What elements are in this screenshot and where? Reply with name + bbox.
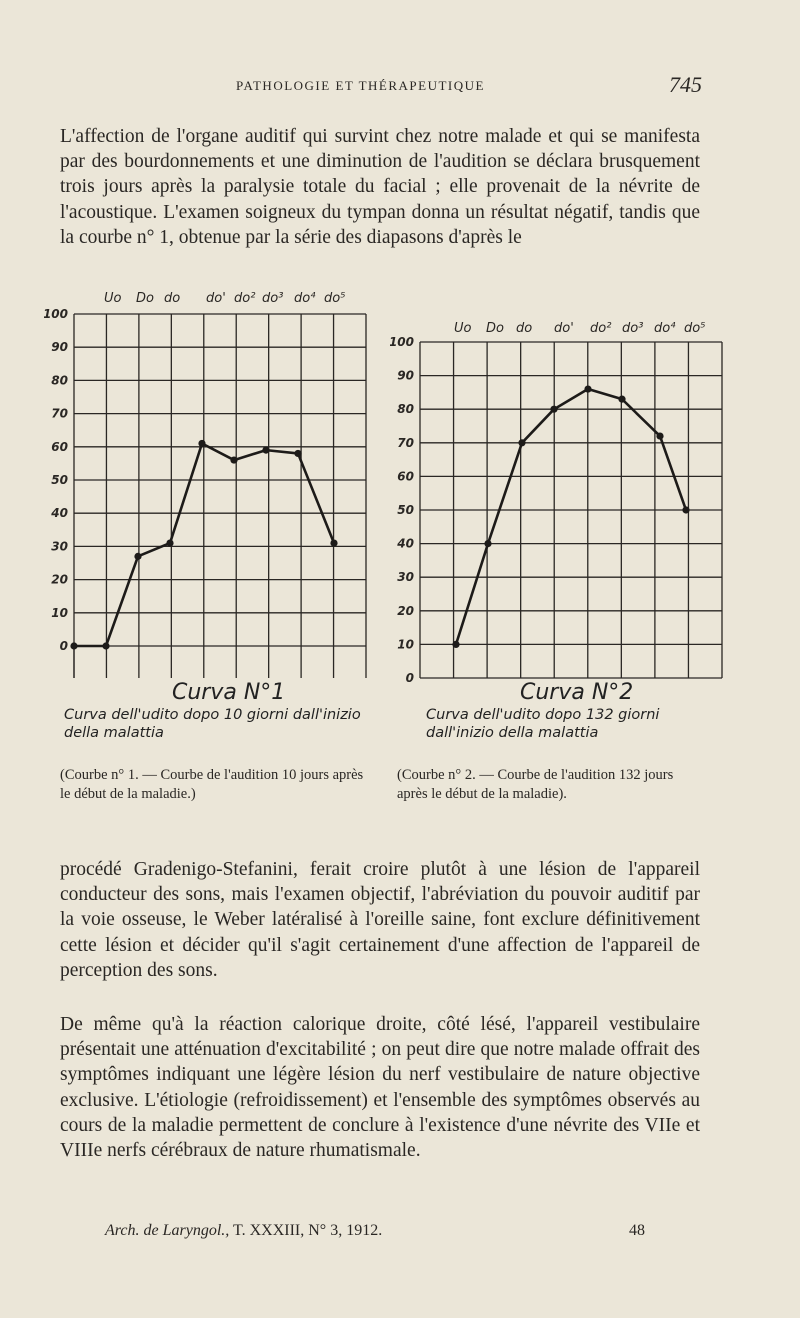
chart-2-subtitle: Curva dell'udito dopo 132 giorni dall'inizio della malattia xyxy=(426,707,660,741)
chart-2-category-label: do' xyxy=(554,321,574,336)
chart-2-category-label: Do xyxy=(486,321,504,336)
chart-2-data-point xyxy=(550,406,557,413)
chart-1-ytick-label: 60 xyxy=(51,439,68,454)
running-head-title: PATHOLOGIE ET THÉRAPEUTIQUE xyxy=(236,78,485,93)
chart-1-ytick-label: 10 xyxy=(51,605,68,620)
paragraph-1: L'affection de l'organe auditif qui survint chez notre malade et qui se manifesta par des bourdonnements et une diminution de l'audition se déclara brusquement trois jours après la paralysie totale du facial ; elle provenait de la névrite de l'acoustique. L'examen soigneux du tympan donna un résultat négatif, tandis que la courbe n° 1, obtenue par la série des diapasons d'après le xyxy=(60,126,700,248)
chart-1-category-label: Do xyxy=(136,291,154,306)
chart-1-data-point xyxy=(294,450,301,457)
page-number: 745 xyxy=(669,72,702,97)
chart-2-ytick-label: 60 xyxy=(397,469,414,484)
chart-2-caption: (Courbe n° 2. — Courbe de l'audition 132 jours après le début de la maladie). xyxy=(397,767,674,802)
chart-1-category-label: do⁵ xyxy=(324,291,346,306)
chart-1-data-point xyxy=(166,539,173,546)
chart-curva-2 xyxy=(390,312,735,752)
chart-1-data-point xyxy=(262,447,269,454)
chart-1-subtitle: Curva dell'udito dopo 10 giorni dall'inizio della malattia xyxy=(64,707,361,741)
chart-curva-1 xyxy=(44,282,374,741)
chart-1-title: Curva N°1 xyxy=(172,680,286,705)
footer-volume: T. XXXIII, N° 3, 1912. xyxy=(233,1222,383,1239)
chart-1-category-label: do' xyxy=(206,291,226,306)
chart-1-ytick-label: 80 xyxy=(51,373,68,388)
chart-1-category-label: do³ xyxy=(262,291,284,306)
chart-2-ytick-label: 30 xyxy=(397,570,414,585)
chart-1-data-point xyxy=(70,642,77,649)
chart-1-ytick-label: 90 xyxy=(51,340,68,355)
chart-2-category-label: do⁴ xyxy=(654,321,676,336)
chart-1-svg xyxy=(44,282,374,682)
chart-1-ytick-label: 0 xyxy=(59,639,68,653)
chart-1-category-label: do⁴ xyxy=(294,291,316,306)
chart-1-category-label: do² xyxy=(234,291,256,306)
chart-2-data-point xyxy=(518,439,525,446)
chart-2-ytick-label: 50 xyxy=(397,503,414,517)
chart-2-data-point xyxy=(682,506,689,513)
chart-2-category-label: Uo xyxy=(454,321,472,336)
chart-2-data-point xyxy=(656,432,663,439)
page-footer xyxy=(105,1222,645,1248)
chart-2-data-point xyxy=(484,540,491,547)
paragraph-3: De même qu'à la réaction calorique droite, côté lésé, l'appareil vestibulaire présentait une atténuation d'excitabilité ; on peut dire que notre malade offrait des symptômes indiquant une légère lésion du nerf vestibulaire de nature objective exclusive. L'étiologie (refroidissement) et l'ensemble des symptômes observés au cours de la maladie permettent de conclure à l'existence d'une névrite des VIIe et VIIIe nerfs cérébraux de nature rhumatismale. xyxy=(60,1014,700,1162)
footer-sheet-number: 48 xyxy=(629,1222,645,1239)
chart-2-ytick-label: 70 xyxy=(397,435,414,450)
chart-2-ytick-label: 90 xyxy=(397,368,414,383)
chart-2-data-point xyxy=(618,396,625,403)
chart-1-ytick-label: 50 xyxy=(51,473,68,487)
paragraph-2: procédé Gradenigo-Stefanini, ferait croire plutôt à une lésion de l'appareil conducteur des sons, mais l'examen objectif, l'abréviation du pouvoir auditif par la voie osseuse, le Weber latéralisé à l'oreille saine, font exclure définitivement cette lésion et décider qu'il s'agit certainement d'une affection de l'appareil de perception des sons. xyxy=(60,859,700,981)
chart-2-series-line xyxy=(456,389,686,644)
chart-2-category-label: do² xyxy=(590,321,612,336)
chart-1-data-point xyxy=(102,642,109,649)
chart-2-svg xyxy=(390,312,735,682)
chart-2-data-point xyxy=(452,641,459,648)
chart-2-category-label: do⁵ xyxy=(684,321,706,336)
chart-2-ytick-label: 80 xyxy=(397,402,414,417)
chart-1-caption: (Courbe n° 1. — Courbe de l'audition 10 jours après le début de la maladie.) xyxy=(60,767,364,802)
chart-1-data-point xyxy=(134,553,141,560)
chart-2-ytick-label: 20 xyxy=(397,603,414,618)
chart-1-ytick-label: 20 xyxy=(51,572,68,587)
chart-1-data-point xyxy=(330,539,337,546)
chart-1-category-label: do xyxy=(164,291,181,306)
chart-1-data-point xyxy=(198,440,205,447)
chart-1-ytick-label: 100 xyxy=(44,307,68,321)
running-head xyxy=(0,70,800,100)
chart-2-data-point xyxy=(584,385,591,392)
footer-journal: Arch. de Laryngol., xyxy=(105,1222,230,1239)
chart-2-ytick-label: 100 xyxy=(390,335,414,349)
chart-1-ytick-label: 40 xyxy=(51,506,68,521)
chart-2-ytick-label: 40 xyxy=(397,536,414,551)
chart-2-ytick-label: 10 xyxy=(397,637,414,652)
chart-1-category-label: Uo xyxy=(104,291,122,306)
chart-2-title: Curva N°2 xyxy=(520,680,634,705)
chart-1-data-point xyxy=(230,456,237,463)
chart-2-ytick-label: 0 xyxy=(405,671,414,682)
chart-2-category-label: do xyxy=(516,321,533,336)
chart-2-category-label: do³ xyxy=(622,321,644,336)
chart-1-ytick-label: 30 xyxy=(51,539,68,554)
chart-1-ytick-label: 70 xyxy=(51,406,68,421)
